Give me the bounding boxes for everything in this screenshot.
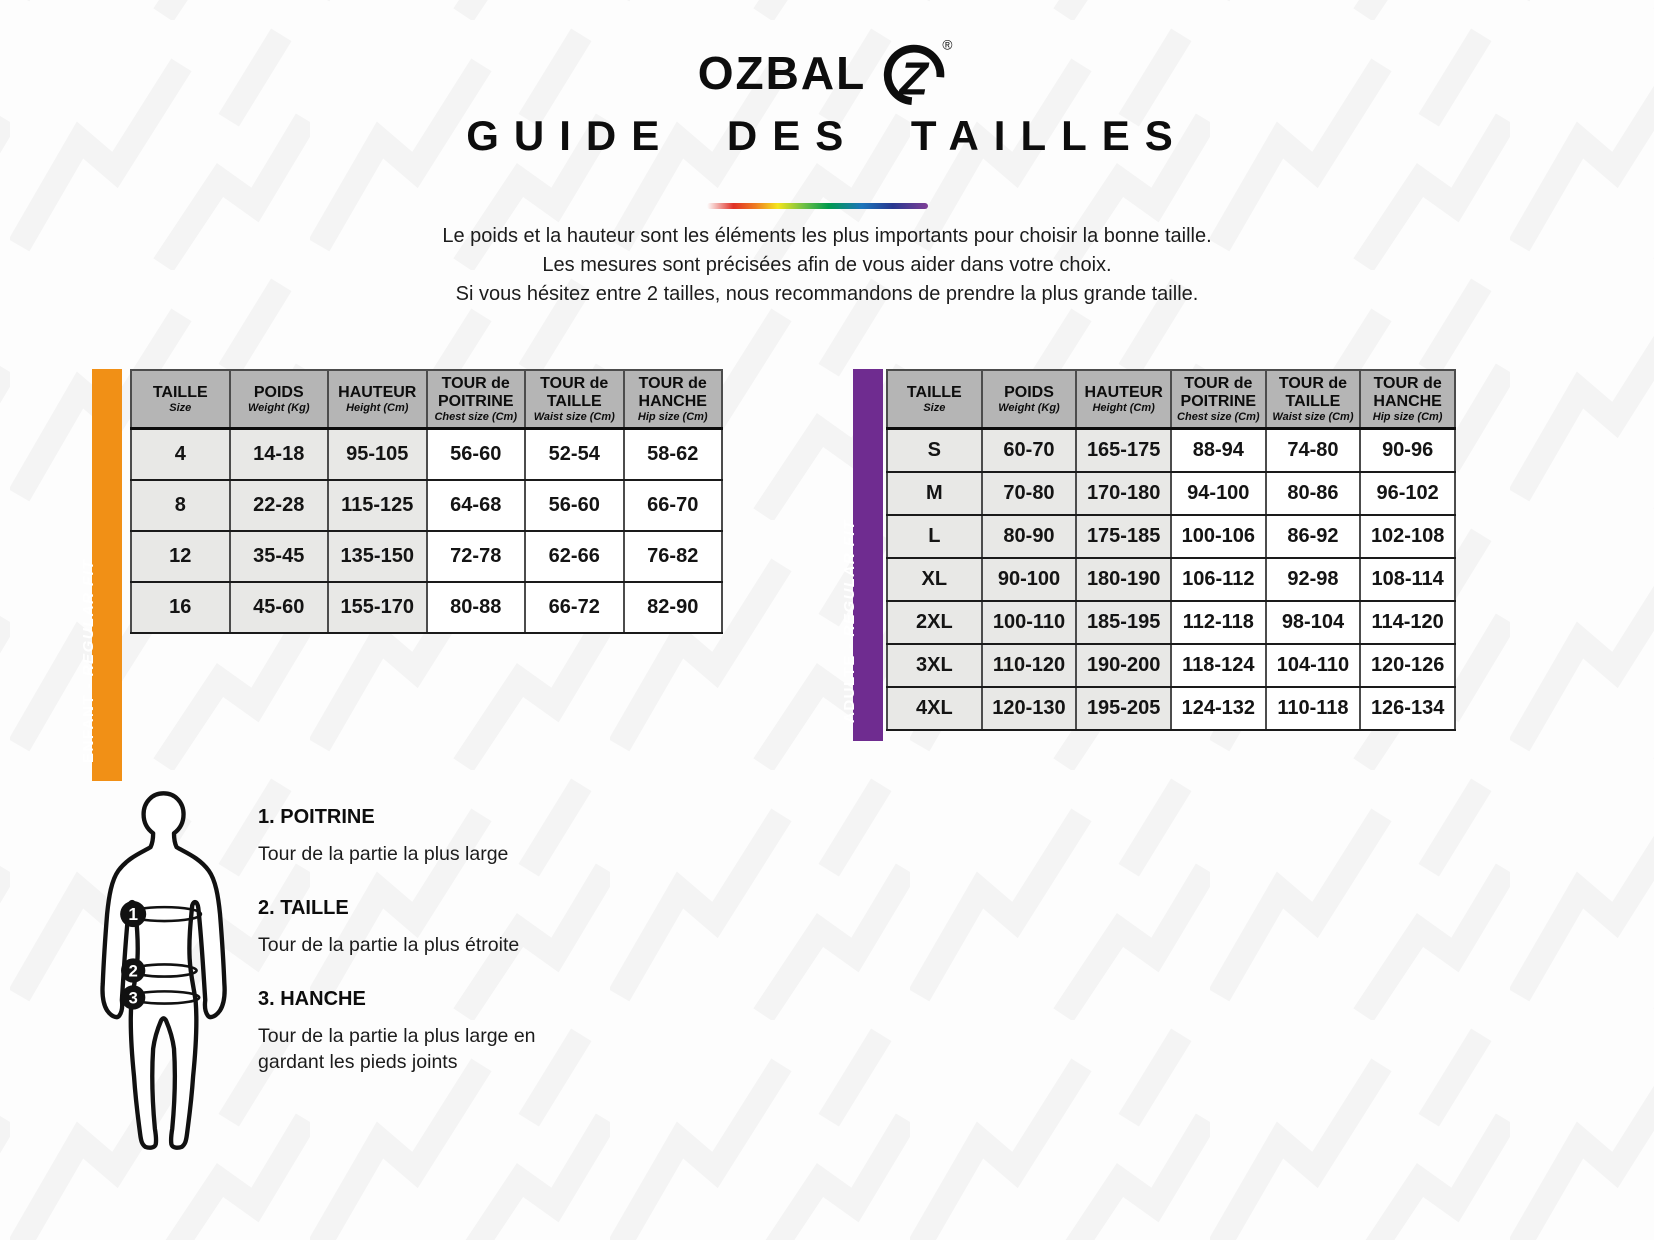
table-cell: 80-88 (427, 582, 526, 633)
brand-wordmark: OZBAL (697, 47, 867, 99)
column-header: TOUR de POITRINE Chest size (Cm) (427, 370, 526, 429)
intro-line-1: Le poids et la hauteur sont les éléments les plus importants pour choisir la bonne taille. (442, 225, 1212, 247)
table-cell: 165-175 (1076, 429, 1171, 473)
table-cell: 66-72 (525, 582, 624, 633)
child-size-table (130, 369, 723, 634)
table-cell: L (887, 515, 982, 558)
table-row (887, 429, 1455, 473)
table-row (131, 582, 722, 633)
column-header: TAILLE Size (887, 370, 982, 429)
table-cell: 92-98 (1266, 558, 1361, 601)
table-cell: 112-118 (1171, 601, 1266, 644)
table-cell: 35-45 (230, 531, 329, 582)
table-row (887, 644, 1455, 687)
chest-badge-number: 1 (128, 904, 138, 925)
table-cell: 155-170 (328, 582, 427, 633)
table-cell: 120-130 (982, 687, 1077, 730)
legend-item-description: Tour de la partie la plus étroite (258, 934, 520, 956)
table-row (887, 558, 1455, 601)
table-cell: 8 (131, 480, 230, 531)
child-band-separator: - (80, 676, 97, 694)
column-header: POIDS Weight (Kg) (230, 370, 329, 429)
column-header: HAUTEUR Height (Cm) (328, 370, 427, 429)
legend-item-title: 2. TAILLE (258, 897, 349, 919)
legend-item-taille (258, 897, 578, 958)
column-header: TOUR de HANCHE Hip size (Cm) (1360, 370, 1455, 429)
table-cell: M (887, 472, 982, 515)
table-cell: 12 (131, 531, 230, 582)
table-cell: S (887, 429, 982, 473)
intro-text (0, 222, 1654, 309)
table-cell: XL (887, 558, 982, 601)
table-cell: 115-125 (328, 480, 427, 531)
body-silhouette (102, 793, 224, 1147)
column-header: POIDS Weight (Kg) (982, 370, 1077, 429)
table-row (131, 531, 722, 582)
table-cell: 90-96 (1360, 429, 1455, 473)
legend-item-hanche (258, 988, 578, 1075)
table-cell: 98-104 (1266, 601, 1361, 644)
hip-badge-number: 3 (128, 989, 138, 1008)
column-header: TAILLE Size (131, 370, 230, 429)
table-cell: 118-124 (1171, 644, 1266, 687)
table-cell: 4 (131, 429, 230, 481)
table-row (887, 472, 1455, 515)
table-cell: 80-90 (982, 515, 1077, 558)
table-cell: 58-62 (624, 429, 723, 481)
table-row (131, 480, 722, 531)
adult-band-label (841, 519, 858, 723)
table-cell: 100-106 (1171, 515, 1266, 558)
child-table-body (131, 429, 722, 634)
table-cell: 62-66 (525, 531, 624, 582)
intro-line-2: Les mesures sont précisées afin de vous aider dans votre choix. (542, 254, 1112, 276)
child-table-header (131, 370, 722, 429)
table-cell: 124-132 (1171, 687, 1266, 730)
table-cell: 56-60 (427, 429, 526, 481)
table-cell: 14-18 (230, 429, 329, 481)
child-band-fit: REGULAR FIT (80, 558, 97, 677)
table-cell: 22-28 (230, 480, 329, 531)
monogram-letter: Z (899, 52, 929, 105)
legend-item-title: 3. HANCHE (258, 988, 366, 1010)
table-cell: 52-54 (525, 429, 624, 481)
table-cell: 126-134 (1360, 687, 1455, 730)
table-cell: 45-60 (230, 582, 329, 633)
adult-table-body (887, 429, 1455, 731)
table-cell: 95-105 (328, 429, 427, 481)
table-row (887, 515, 1455, 558)
column-header: TOUR de POITRINE Chest size (Cm) (1171, 370, 1266, 429)
table-cell: 195-205 (1076, 687, 1171, 730)
child-band (80, 369, 122, 781)
legend-item-description: Tour de la partie la plus large (258, 843, 509, 865)
legend-item-poitrine (258, 806, 578, 867)
column-header: TOUR de HANCHE Hip size (Cm) (624, 370, 723, 429)
table-cell: 16 (131, 582, 230, 633)
child-band-label (80, 559, 97, 763)
table-cell: 96-102 (1360, 472, 1455, 515)
table-row (131, 429, 722, 481)
table-cell: 190-200 (1076, 644, 1171, 687)
child-header-row (131, 370, 722, 429)
table-cell: 66-70 (624, 480, 723, 531)
column-header: TOUR de TAILLE Waist size (Cm) (1266, 370, 1361, 429)
column-header: HAUTEUR Height (Cm) (1076, 370, 1171, 429)
brand-monogram-icon (878, 34, 956, 112)
table-cell: 3XL (887, 644, 982, 687)
table-cell: 110-118 (1266, 687, 1361, 730)
table-cell: 60-70 (982, 429, 1077, 473)
table-cell: 90-100 (982, 558, 1077, 601)
table-cell: 64-68 (427, 480, 526, 531)
table-row (887, 601, 1455, 644)
table-row (887, 687, 1455, 730)
table-cell: 72-78 (427, 531, 526, 582)
table-cell: 76-82 (624, 531, 723, 582)
table-cell: 70-80 (982, 472, 1077, 515)
table-cell: 114-120 (1360, 601, 1455, 644)
table-cell: 82-90 (624, 582, 723, 633)
table-cell: 94-100 (1171, 472, 1266, 515)
adult-band-fit: REGULAR FIT (841, 519, 858, 637)
table-cell: 106-112 (1171, 558, 1266, 601)
adult-band-name: ADULTE (841, 654, 858, 723)
table-cell: 110-120 (982, 644, 1077, 687)
table-cell: 180-190 (1076, 558, 1171, 601)
measurement-legend (258, 806, 578, 1105)
adult-band-separator: - (841, 636, 858, 655)
adult-size-table (886, 369, 1456, 731)
table-cell: 88-94 (1171, 429, 1266, 473)
legend-item-title: 1. POITRINE (258, 806, 375, 828)
page-title: GUIDE DES TAILLES (466, 112, 1188, 159)
table-cell: 102-108 (1360, 515, 1455, 558)
adult-band (841, 369, 883, 741)
table-cell: 108-114 (1360, 558, 1455, 601)
waist-badge-number: 2 (128, 962, 138, 981)
table-cell: 135-150 (328, 531, 427, 582)
child-band-name: ENFANT (80, 694, 97, 763)
table-cell: 80-86 (1266, 472, 1361, 515)
body-measurement-figure (88, 788, 240, 1160)
table-cell: 100-110 (982, 601, 1077, 644)
table-cell: 86-92 (1266, 515, 1361, 558)
intro-line-3: Si vous hésitez entre 2 tailles, nous recommandons de prendre la plus grande taille. (455, 283, 1199, 305)
brand-header (0, 34, 1654, 112)
table-cell: 104-110 (1266, 644, 1361, 687)
registered-mark: ® (942, 37, 953, 53)
rainbow-divider (707, 203, 928, 209)
table-cell: 170-180 (1076, 472, 1171, 515)
column-header: TOUR de TAILLE Waist size (Cm) (525, 370, 624, 429)
adult-table-header (887, 370, 1455, 429)
table-cell: 185-195 (1076, 601, 1171, 644)
adult-header-row (887, 370, 1455, 429)
table-cell: 175-185 (1076, 515, 1171, 558)
table-cell: 74-80 (1266, 429, 1361, 473)
table-cell: 56-60 (525, 480, 624, 531)
table-cell: 120-126 (1360, 644, 1455, 687)
legend-item-description: Tour de la partie la plus large en gardant les pieds joints (258, 1025, 536, 1073)
table-cell: 2XL (887, 601, 982, 644)
table-cell: 4XL (887, 687, 982, 730)
